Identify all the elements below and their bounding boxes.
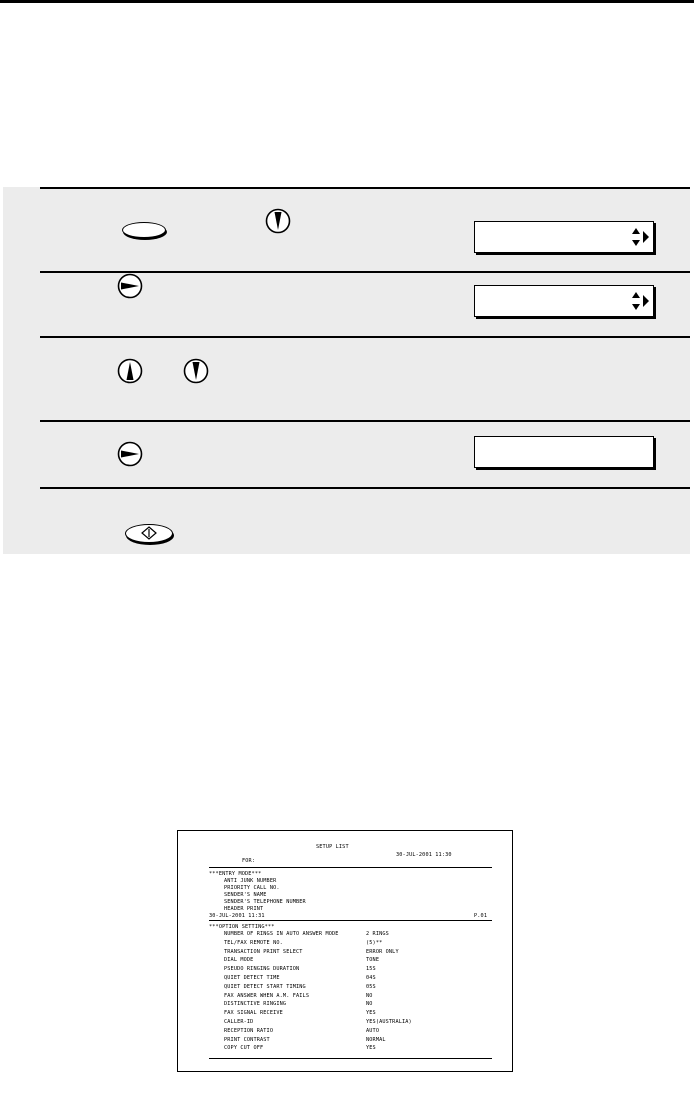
right-arrow-key-icon: [117, 441, 143, 467]
option-value: YES: [366, 1045, 376, 1052]
option-value: ERROR ONLY: [366, 948, 399, 955]
option-value: NO: [366, 992, 373, 999]
option-label: PRINT CONTRAST: [224, 1036, 270, 1043]
option-label: COPY CUT OFF: [224, 1045, 264, 1052]
option-value: YES(AUSTRALIA): [366, 1019, 412, 1025]
for-label: FOR:: [242, 858, 256, 864]
printout-rule: [209, 920, 492, 921]
option-value: 04S: [366, 975, 376, 981]
step-divider: [40, 187, 690, 189]
start-key-icon: [125, 524, 173, 543]
entry-mode-heading: ***ENTRY MODE***: [209, 871, 262, 877]
entry-item: SENDER'S NAME: [224, 892, 267, 898]
down-arrow-key-icon: [183, 358, 209, 384]
option-value: 15S: [366, 966, 376, 973]
option-value: TONE: [366, 957, 380, 964]
step-divider: [40, 487, 690, 489]
option-value: NORMAL: [366, 1036, 386, 1043]
up-down-right-arrows-icon: [629, 290, 651, 312]
lcd-display: [474, 285, 654, 317]
option-label: PSEUDO RINGING DURATION: [224, 966, 300, 973]
option-label: RECEPTION RATIO: [224, 1027, 274, 1034]
option-label: TEL/FAX REMOTE NO.: [224, 939, 283, 946]
option-setting-heading: ***OPTION SETTING***: [209, 924, 275, 930]
lcd-display: [474, 436, 654, 468]
option-label: TRANSACTION PRINT SELECT: [224, 948, 303, 955]
entry-item: PRIORITY CALL NO.: [224, 885, 280, 891]
entry-item: ANTI JUNK NUMBER: [224, 878, 277, 884]
lcd-display: [474, 221, 654, 253]
top-rule: [0, 0, 694, 3]
setup-list-date: 30-JUL-2001 11:30: [396, 852, 452, 858]
printout-rule: [209, 1058, 492, 1059]
entry-item: SENDER'S TELEPHONE NUMBER: [224, 899, 306, 905]
up-arrow-key-icon: [117, 358, 143, 384]
option-label: NUMBER OF RINGS IN AUTO ANSWER MODE: [224, 931, 339, 937]
up-down-right-arrows-icon: [629, 226, 651, 248]
option-label: DISTINCTIVE RINGING: [224, 1001, 287, 1008]
oval-key-icon: [122, 222, 166, 238]
option-value: NO: [366, 1001, 373, 1008]
option-label: CALLER-ID: [224, 1019, 254, 1025]
option-label: FAX ANSWER WHEN A.M. FAILS: [224, 992, 310, 999]
option-value: YES: [366, 1010, 376, 1017]
setup-list-title: SETUP LIST: [316, 844, 349, 850]
option-label: QUIET DETECT START TIMING: [224, 983, 306, 990]
option-label: FAX SIGNAL RECEIVE: [224, 1010, 283, 1017]
setup-list-printout: [177, 830, 513, 1072]
down-arrow-key-icon: [265, 208, 291, 234]
option-value: (5)**: [366, 939, 383, 946]
option-value: 05S: [366, 983, 376, 990]
printout-rule: [209, 867, 492, 868]
right-arrow-key-icon: [117, 273, 143, 299]
step-divider: [40, 420, 690, 422]
option-value: AUTO: [366, 1027, 380, 1034]
entry-item: HEADER PRINT: [224, 906, 264, 912]
option-label: DIAL MODE: [224, 957, 254, 964]
option-value: 2 RINGS: [366, 931, 389, 937]
option-label: QUIET DETECT TIME: [224, 975, 280, 981]
step-divider: [40, 336, 690, 338]
page-number: P.01: [474, 913, 488, 919]
footer-date: 30-JUL-2001 11:31: [209, 913, 265, 919]
